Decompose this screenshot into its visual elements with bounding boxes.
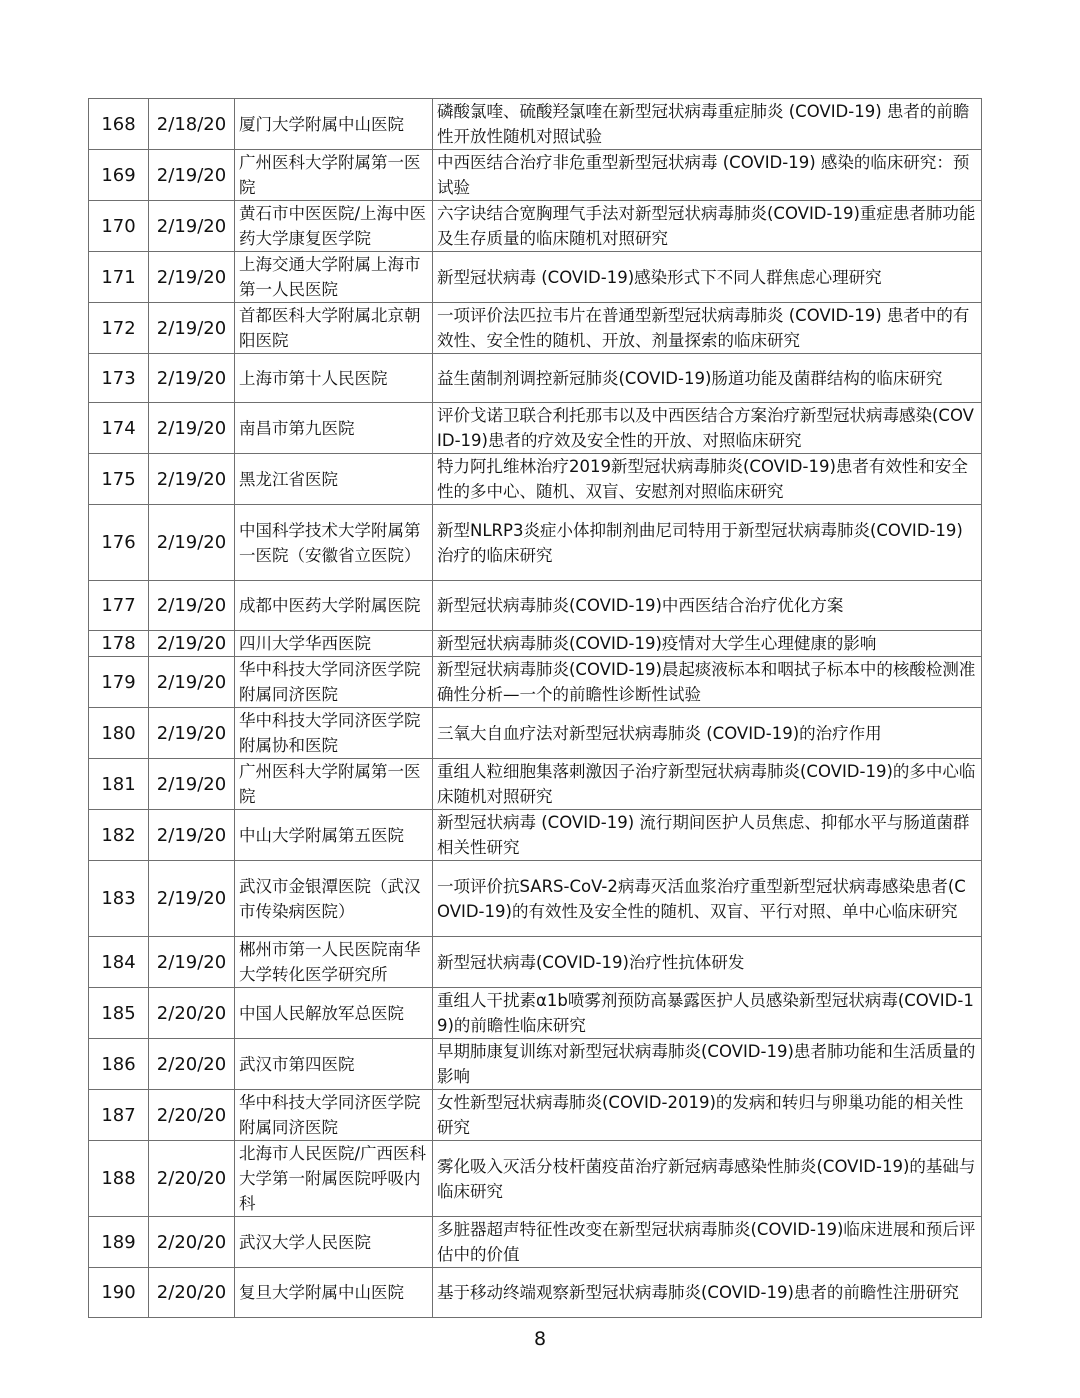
table-row — [89, 99, 982, 150]
row-date: 2/18/20 — [149, 99, 235, 150]
row-number: 181 — [89, 759, 149, 810]
row-number: 183 — [89, 861, 149, 937]
row-title: 多脏器超声特征性改变在新型冠状病毒肺炎(COVID-19)临床进展和预后评估中的价值 — [433, 1217, 982, 1268]
row-institution: 四川大学华西医院 — [235, 631, 433, 657]
row-number: 176 — [89, 505, 149, 581]
table-row — [89, 581, 982, 631]
row-date: 2/19/20 — [149, 354, 235, 403]
row-institution: 黑龙江省医院 — [235, 454, 433, 505]
row-title: 早期肺康复训练对新型冠状病毒肺炎(COVID-19)患者肺功能和生活质量的影响 — [433, 1039, 982, 1090]
row-title: 新型冠状病毒(COVID-19)治疗性抗体研发 — [433, 937, 982, 988]
row-institution: 中山大学附属第五医院 — [235, 810, 433, 861]
row-title: 中西医结合治疗非危重型新型冠状病毒 (COVID-19) 感染的临床研究：预试验 — [433, 150, 982, 201]
table-row — [89, 403, 982, 454]
row-date: 2/19/20 — [149, 708, 235, 759]
page-number: 8 — [533, 1328, 547, 1350]
row-date: 2/20/20 — [149, 1090, 235, 1141]
table-row — [89, 631, 982, 657]
row-date: 2/20/20 — [149, 1039, 235, 1090]
trial-table — [88, 98, 982, 1318]
row-title: 评价戈诺卫联合利托那韦以及中西医结合方案治疗新型冠状病毒感染(COVID-19)患者的疗效及安全性的开放、对照临床研究 — [433, 403, 982, 454]
table-row — [89, 988, 982, 1039]
table-row — [89, 861, 982, 937]
table-row — [89, 252, 982, 303]
table-row — [89, 354, 982, 403]
row-date: 2/19/20 — [149, 403, 235, 454]
row-institution: 华中科技大学同济医学院附属协和医院 — [235, 708, 433, 759]
row-title: 新型冠状病毒肺炎(COVID-19)晨起痰液标本和咽拭子标本中的核酸检测准确性分析—一个的前瞻性诊断性试验 — [433, 657, 982, 708]
row-title: 特力阿扎维林治疗2019新型冠状病毒肺炎(COVID-19)患者有效性和安全性的多中心、随机、双盲、安慰剂对照临床研究 — [433, 454, 982, 505]
row-date: 2/19/20 — [149, 861, 235, 937]
table-row — [89, 708, 982, 759]
row-number: 174 — [89, 403, 149, 454]
table-row — [89, 1217, 982, 1268]
row-date: 2/20/20 — [149, 1141, 235, 1217]
row-date: 2/19/20 — [149, 759, 235, 810]
row-institution: 上海市第十人民医院 — [235, 354, 433, 403]
table-row — [89, 810, 982, 861]
row-institution: 郴州市第一人民医院南华大学转化医学研究所 — [235, 937, 433, 988]
row-date: 2/19/20 — [149, 454, 235, 505]
row-date: 2/20/20 — [149, 1268, 235, 1318]
row-number: 190 — [89, 1268, 149, 1318]
row-number: 173 — [89, 354, 149, 403]
row-institution: 广州医科大学附属第一医院 — [235, 150, 433, 201]
row-institution: 上海交通大学附属上海市第一人民医院 — [235, 252, 433, 303]
row-number: 169 — [89, 150, 149, 201]
table-row — [89, 1268, 982, 1318]
table-row — [89, 505, 982, 581]
row-institution: 中国人民解放军总医院 — [235, 988, 433, 1039]
row-title: 基于移动终端观察新型冠状病毒肺炎(COVID-19)患者的前瞻性注册研究 — [433, 1268, 982, 1318]
row-number: 175 — [89, 454, 149, 505]
table-row — [89, 1039, 982, 1090]
row-date: 2/19/20 — [149, 810, 235, 861]
row-number: 178 — [89, 631, 149, 657]
row-institution: 武汉市第四医院 — [235, 1039, 433, 1090]
row-date: 2/20/20 — [149, 1217, 235, 1268]
row-title: 三氧大自血疗法对新型冠状病毒肺炎 (COVID-19)的治疗作用 — [433, 708, 982, 759]
table-row — [89, 303, 982, 354]
row-number: 189 — [89, 1217, 149, 1268]
row-title: 磷酸氯喹、硫酸羟氯喹在新型冠状病毒重症肺炎 (COVID-19) 患者的前瞻性开放性随机对照试验 — [433, 99, 982, 150]
row-institution: 黄石市中医医院/上海中医药大学康复医学院 — [235, 201, 433, 252]
row-institution: 武汉大学人民医院 — [235, 1217, 433, 1268]
row-date: 2/19/20 — [149, 252, 235, 303]
row-number: 179 — [89, 657, 149, 708]
row-number: 182 — [89, 810, 149, 861]
table-row — [89, 937, 982, 988]
row-title: 一项评价抗SARS-CoV-2病毒灭活血浆治疗重型新型冠状病毒感染患者(COVID-19)的有效性及安全性的随机、双盲、平行对照、单中心临床研究 — [433, 861, 982, 937]
row-date: 2/19/20 — [149, 505, 235, 581]
row-institution: 南昌市第九医院 — [235, 403, 433, 454]
row-title: 新型冠状病毒肺炎(COVID-19)中西医结合治疗优化方案 — [433, 581, 982, 631]
row-institution: 首都医科大学附属北京朝阳医院 — [235, 303, 433, 354]
table-row — [89, 759, 982, 810]
row-number: 168 — [89, 99, 149, 150]
row-number: 188 — [89, 1141, 149, 1217]
row-title: 六字诀结合宽胸理气手法对新型冠状病毒肺炎(COVID-19)重症患者肺功能及生存质量的临床随机对照研究 — [433, 201, 982, 252]
table-row — [89, 1090, 982, 1141]
row-title: 一项评价法匹拉韦片在普通型新型冠状病毒肺炎 (COVID-19) 患者中的有效性、安全性的随机、开放、剂量探索的临床研究 — [433, 303, 982, 354]
row-institution: 华中科技大学同济医学院附属同济医院 — [235, 657, 433, 708]
row-institution: 厦门大学附属中山医院 — [235, 99, 433, 150]
row-date: 2/19/20 — [149, 303, 235, 354]
row-institution: 武汉市金银潭医院（武汉市传染病医院） — [235, 861, 433, 937]
row-number: 170 — [89, 201, 149, 252]
table-row — [89, 657, 982, 708]
table-row — [89, 150, 982, 201]
table-row — [89, 1141, 982, 1217]
row-number: 186 — [89, 1039, 149, 1090]
row-institution: 广州医科大学附属第一医院 — [235, 759, 433, 810]
row-title: 新型冠状病毒肺炎(COVID-19)疫情对大学生心理健康的影响 — [433, 631, 982, 657]
row-number: 185 — [89, 988, 149, 1039]
row-date: 2/19/20 — [149, 150, 235, 201]
row-number: 184 — [89, 937, 149, 988]
row-title: 新型冠状病毒 (COVID-19) 流行期间医护人员焦虑、抑郁水平与肠道菌群相关性研究 — [433, 810, 982, 861]
row-title: 新型NLRP3炎症小体抑制剂曲尼司特用于新型冠状病毒肺炎(COVID-19)治疗的临床研究 — [433, 505, 982, 581]
row-number: 187 — [89, 1090, 149, 1141]
row-institution: 中国科学技术大学附属第一医院（安徽省立医院） — [235, 505, 433, 581]
row-title: 新型冠状病毒 (COVID-19)感染形式下不同人群焦虑心理研究 — [433, 252, 982, 303]
row-number: 177 — [89, 581, 149, 631]
table-row — [89, 454, 982, 505]
row-date: 2/19/20 — [149, 937, 235, 988]
table-row — [89, 201, 982, 252]
row-date: 2/19/20 — [149, 657, 235, 708]
row-date: 2/20/20 — [149, 988, 235, 1039]
row-date: 2/19/20 — [149, 201, 235, 252]
row-title: 重组人干扰素α1b喷雾剂预防高暴露医护人员感染新型冠状病毒(COVID-19)的前瞻性临床研究 — [433, 988, 982, 1039]
row-institution: 成都中医药大学附属医院 — [235, 581, 433, 631]
row-title: 女性新型冠状病毒肺炎(COVID-2019)的发病和转归与卵巢功能的相关性研究 — [433, 1090, 982, 1141]
row-number: 180 — [89, 708, 149, 759]
row-title: 雾化吸入灭活分枝杆菌疫苗治疗新冠病毒感染性肺炎(COVID-19)的基础与临床研究 — [433, 1141, 982, 1217]
row-institution: 北海市人民医院/广西医科大学第一附属医院呼吸内科 — [235, 1141, 433, 1217]
row-title: 重组人粒细胞集落刺激因子治疗新型冠状病毒肺炎(COVID-19)的多中心临床随机对照研究 — [433, 759, 982, 810]
row-institution: 复旦大学附属中山医院 — [235, 1268, 433, 1318]
row-institution: 华中科技大学同济医学院附属同济医院 — [235, 1090, 433, 1141]
row-date: 2/19/20 — [149, 581, 235, 631]
row-number: 172 — [89, 303, 149, 354]
row-title: 益生菌制剂调控新冠肺炎(COVID-19)肠道功能及菌群结构的临床研究 — [433, 354, 982, 403]
row-number: 171 — [89, 252, 149, 303]
row-date: 2/19/20 — [149, 631, 235, 657]
